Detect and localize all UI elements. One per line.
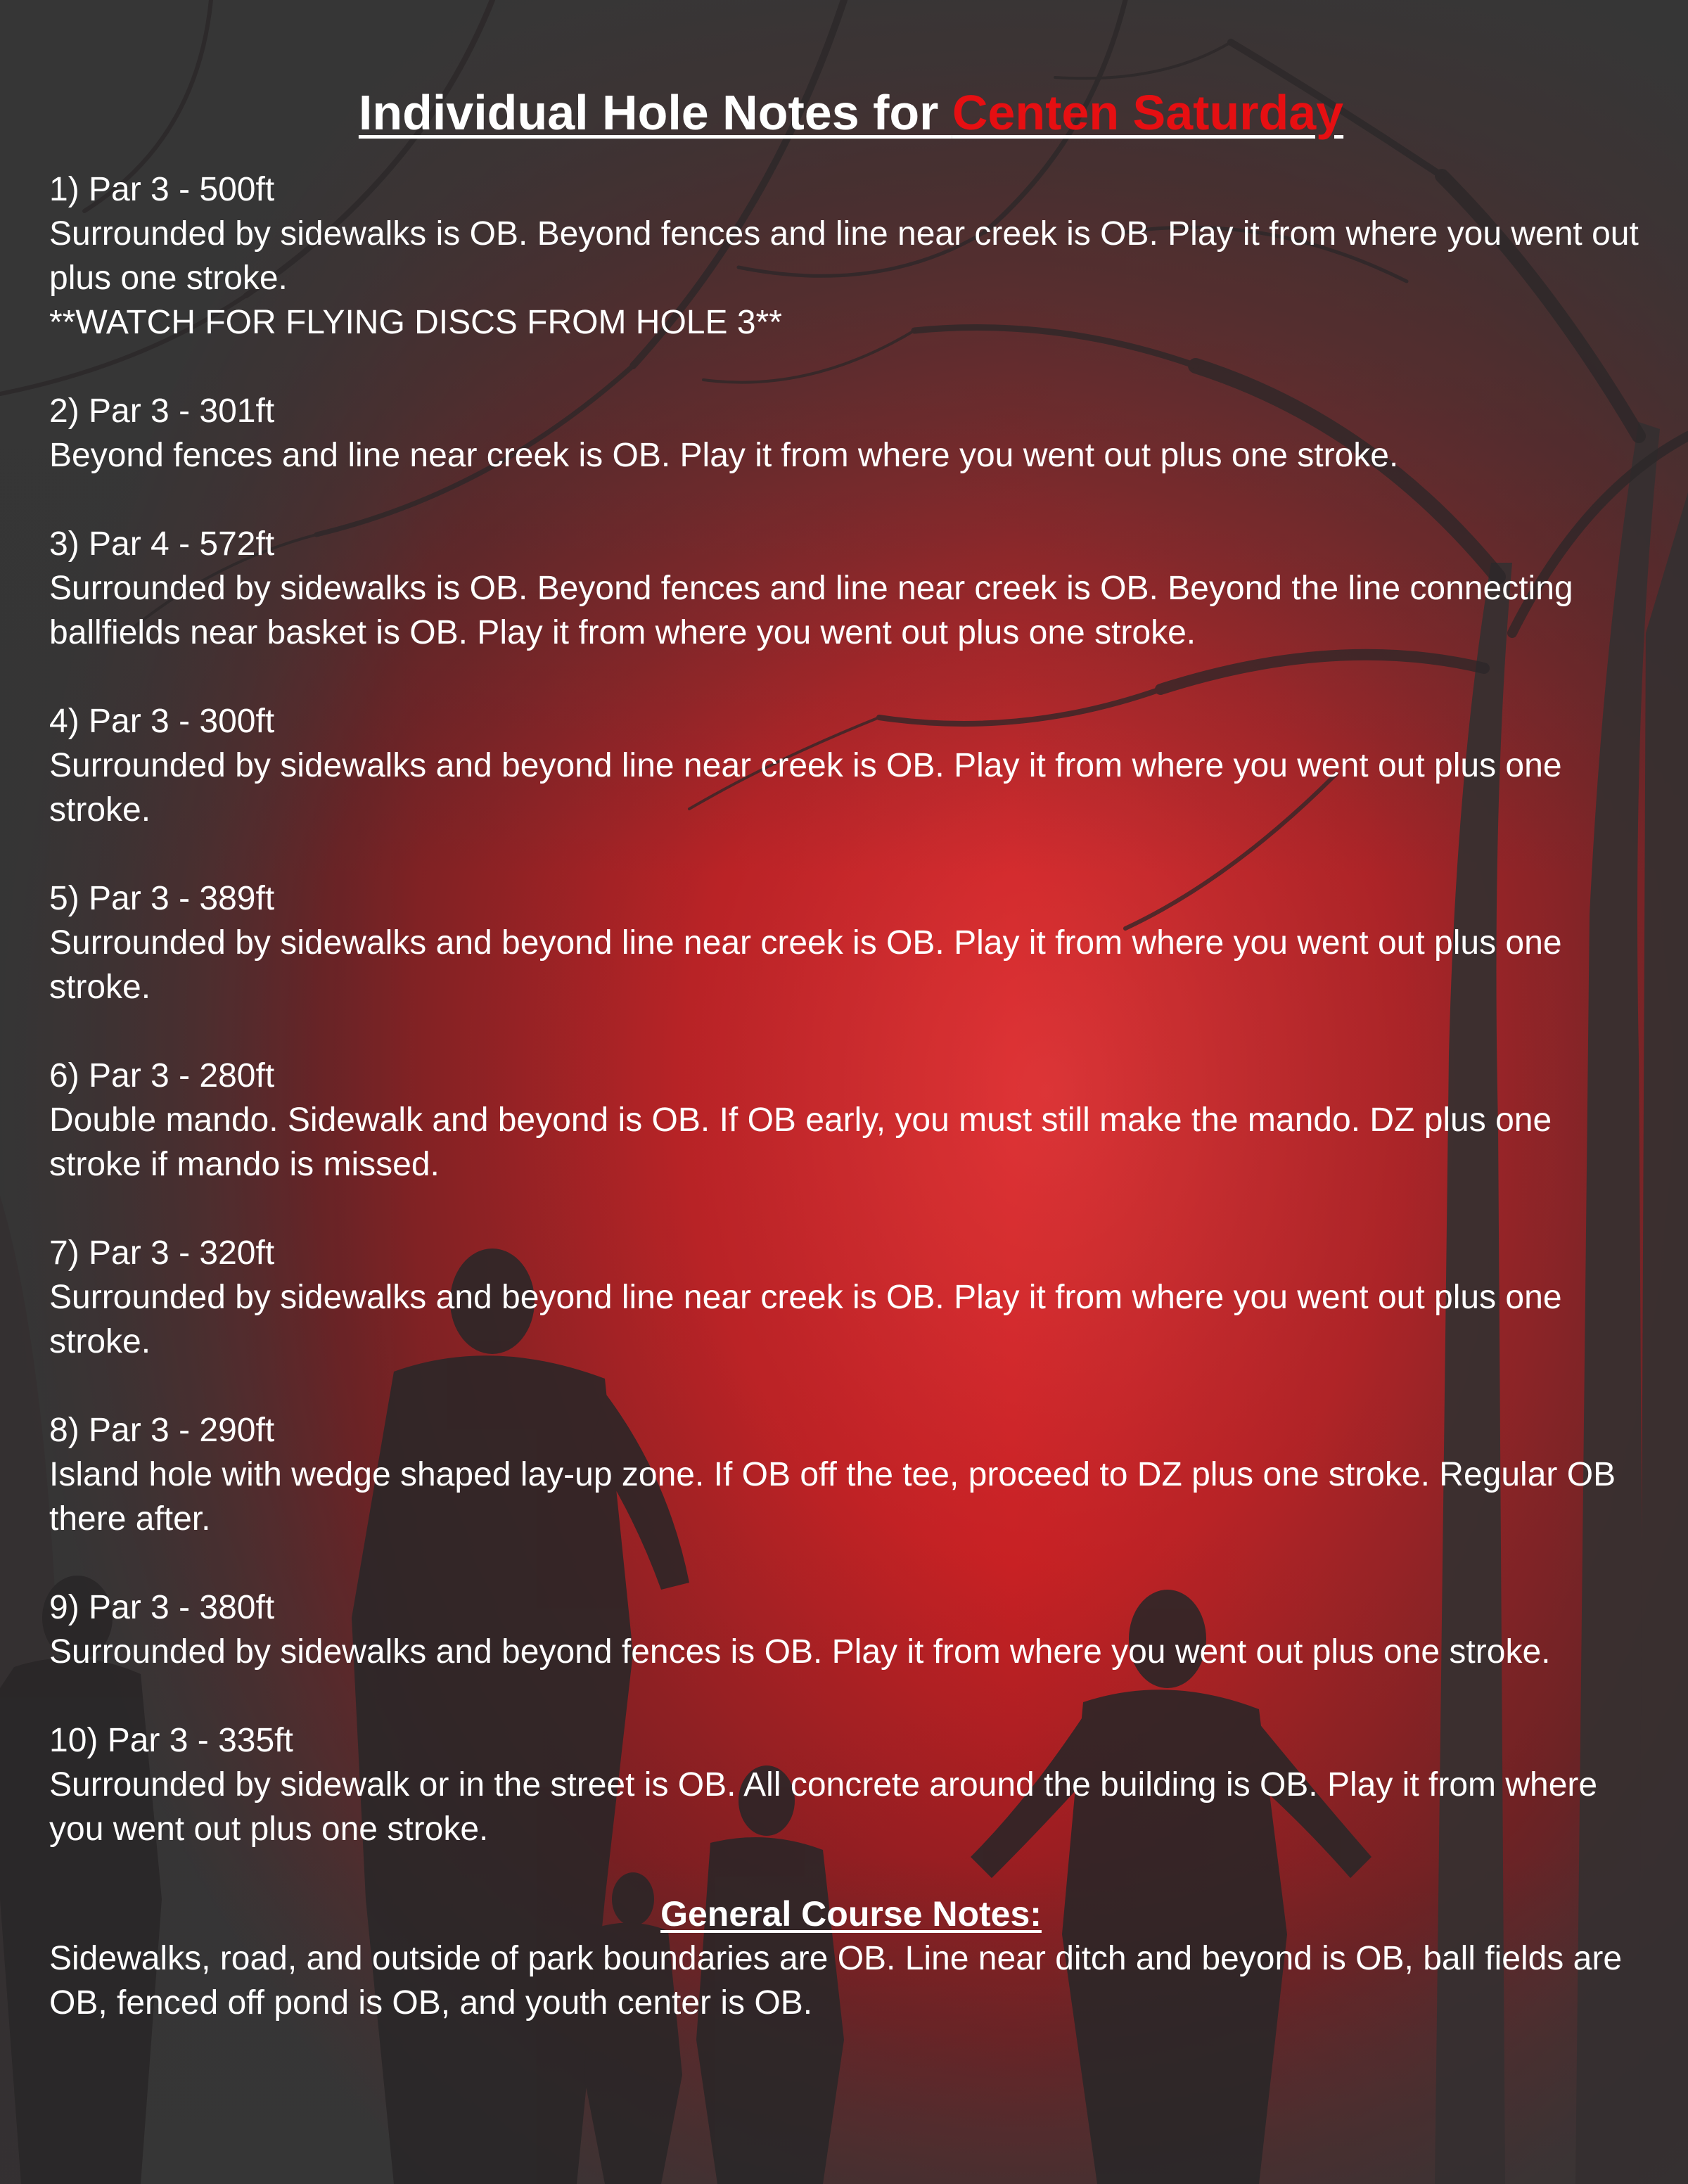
hole-note — [49, 699, 1653, 832]
hole-note — [49, 1408, 1653, 1541]
hole-rules: Surrounded by sidewalk or in the street is OB. All concrete around the building is OB. Play it from where you went out plus one stroke. — [49, 1766, 1598, 1848]
event-name: Centen Saturday — [952, 85, 1344, 140]
hole-note — [49, 389, 1653, 478]
hole-note — [49, 1231, 1653, 1364]
hole-warning: **WATCH FOR FLYING DISCS FROM HOLE 3** — [49, 304, 782, 341]
hole-heading: 3) Par 4 - 572ft — [49, 525, 275, 563]
hole-heading: 5) Par 3 - 389ft — [49, 880, 275, 917]
hole-rules: Surrounded by sidewalks and beyond fences is OB. Play it from where you went out plus one stroke. — [49, 1633, 1551, 1671]
hole-rules: Surrounded by sidewalks and beyond line near creek is OB. Play it from where you went out plus one stroke. — [49, 747, 1562, 829]
hole-rules: Island hole with wedge shaped lay-up zone. If OB off the tee, proceed to DZ plus one stroke. Regular OB there after. — [49, 1456, 1616, 1538]
hole-heading: 7) Par 3 - 320ft — [49, 1234, 275, 1272]
hole-rules: Beyond fences and line near creek is OB. Play it from where you went out plus one stroke. — [49, 437, 1399, 474]
hole-notes-list — [49, 167, 1653, 1851]
hole-note — [49, 1718, 1653, 1851]
hole-heading: 1) Par 3 - 500ft — [49, 171, 275, 208]
general-course-notes — [49, 1892, 1653, 2025]
hole-note — [49, 167, 1653, 345]
title-prefix: Individual Hole Notes for — [358, 85, 952, 140]
general-notes-text: Sidewalks, road, and outside of park boundaries are OB. Line near ditch and beyond is OB, ball fields are OB, fenced off pond is OB, and youth center is OB. — [49, 1940, 1623, 2022]
hole-note — [49, 1585, 1653, 1674]
hole-heading: 9) Par 3 - 380ft — [49, 1589, 275, 1626]
hole-rules: Surrounded by sidewalks and beyond line near creek is OB. Play it from where you went out plus one stroke. — [49, 1279, 1562, 1360]
hole-heading: 4) Par 3 - 300ft — [49, 703, 275, 740]
hole-heading: 8) Par 3 - 290ft — [49, 1412, 275, 1449]
hole-rules: Surrounded by sidewalks and beyond line near creek is OB. Play it from where you went out plus one stroke. — [49, 924, 1562, 1006]
general-notes-title: General Course Notes: — [660, 1894, 1042, 1934]
hole-note — [49, 522, 1653, 655]
hole-note — [49, 1054, 1653, 1187]
hole-rules: Double mando. Sidewalk and beyond is OB. If OB early, you must still make the mando. DZ plus one stroke if mando is missed. — [49, 1101, 1552, 1183]
hole-rules: Surrounded by sidewalks is OB. Beyond fences and line near creek is OB. Play it from where you went out plus one stroke. — [49, 215, 1639, 297]
hole-heading: 2) Par 3 - 301ft — [49, 392, 275, 430]
hole-heading: 6) Par 3 - 280ft — [49, 1057, 275, 1094]
page-title — [49, 0, 1653, 146]
hole-heading: 10) Par 3 - 335ft — [49, 1722, 293, 1759]
hole-rules: Surrounded by sidewalks is OB. Beyond fences and line near creek is OB. Beyond the line connecting ballfields near basket is OB. Play it from where you went out plus one stroke. — [49, 570, 1573, 651]
hole-note — [49, 876, 1653, 1009]
document-content — [49, 0, 1653, 2025]
